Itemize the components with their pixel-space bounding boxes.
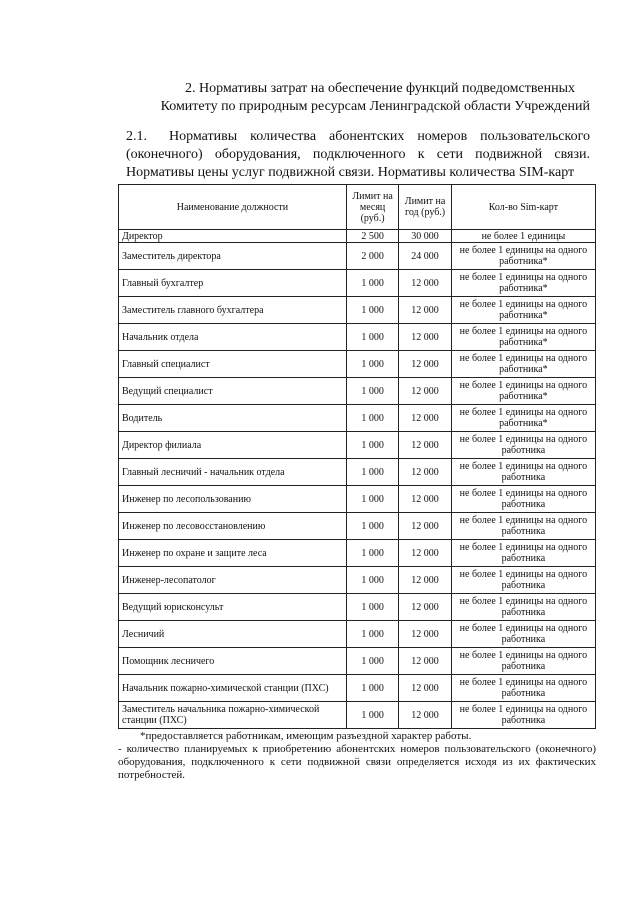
table-header-row [119, 185, 596, 230]
cell-yearly-limit: 12 000 [399, 621, 451, 648]
cell-sim-count: не более 1 единицы на одного работника [451, 513, 595, 540]
cell-monthly-limit: 1 000 [346, 270, 398, 297]
cell-sim-count: не более 1 единицы на одного работника [451, 675, 595, 702]
cell-sim-count: не более 1 единицы на одного работника* [451, 324, 595, 351]
cell-sim-count: не более 1 единицы на одного работника* [451, 297, 595, 324]
cell-yearly-limit: 12 000 [399, 702, 451, 729]
table-row [119, 270, 596, 297]
cell-sim-count: не более 1 единицы на одного работника* [451, 405, 595, 432]
table-row [119, 324, 596, 351]
table-row [119, 567, 596, 594]
table-row [119, 432, 596, 459]
cell-yearly-limit: 12 000 [399, 540, 451, 567]
table-row [119, 230, 596, 243]
cell-sim-count: не более 1 единицы на одного работника* [451, 351, 595, 378]
cell-yearly-limit: 12 000 [399, 513, 451, 540]
cell-sim-count: не более 1 единицы на одного работника [451, 621, 595, 648]
cell-position: Заместитель главного бухгалтера [119, 297, 347, 324]
cell-monthly-limit: 1 000 [346, 675, 398, 702]
footnote-star: *предоставляется работникам, имеющим разъездной характер работы. [140, 730, 472, 742]
cell-monthly-limit: 1 000 [346, 297, 398, 324]
table-row [119, 243, 596, 270]
table-row [119, 540, 596, 567]
cell-yearly-limit: 30 000 [399, 230, 451, 243]
cell-monthly-limit: 1 000 [346, 702, 398, 729]
cell-position: Ведущий юрисконсульт [119, 594, 347, 621]
cell-sim-count: не более 1 единицы на одного работника [451, 648, 595, 675]
cell-yearly-limit: 12 000 [399, 351, 451, 378]
cell-sim-count: не более 1 единицы на одного работника [451, 567, 595, 594]
cell-yearly-limit: 12 000 [399, 270, 451, 297]
cell-monthly-limit: 2 500 [346, 230, 398, 243]
footnote-note: - количество планируемых к приобретению абонентских номеров пользовательского (оконечного) оборудования, подключенного к сети подвижной связи определяется исходя из их фактических потребностей. [118, 743, 596, 781]
cell-monthly-limit: 1 000 [346, 513, 398, 540]
subsection-number: 2.1. [126, 129, 147, 144]
table-row [119, 297, 596, 324]
cell-position: Лесничий [119, 621, 347, 648]
cell-position: Директор [119, 230, 347, 243]
table-row [119, 594, 596, 621]
table-row [119, 486, 596, 513]
cell-position: Заместитель начальника пожарно-химической станции (ПХС) [119, 702, 347, 729]
cell-position: Помощник лесничего [119, 648, 347, 675]
cell-sim-count: не более 1 единицы на одного работника* [451, 270, 595, 297]
cell-position: Главный лесничий - начальник отдела [119, 459, 347, 486]
cell-yearly-limit: 12 000 [399, 594, 451, 621]
cell-monthly-limit: 1 000 [346, 648, 398, 675]
cell-position: Заместитель директора [119, 243, 347, 270]
table-row [119, 351, 596, 378]
cell-monthly-limit: 1 000 [346, 324, 398, 351]
cell-yearly-limit: 12 000 [399, 675, 451, 702]
cell-monthly-limit: 1 000 [346, 378, 398, 405]
cell-yearly-limit: 12 000 [399, 459, 451, 486]
cell-position: Инженер по лесопользованию [119, 486, 347, 513]
cell-yearly-limit: 24 000 [399, 243, 451, 270]
cell-monthly-limit: 1 000 [346, 567, 398, 594]
cell-monthly-limit: 1 000 [346, 621, 398, 648]
cell-yearly-limit: 12 000 [399, 432, 451, 459]
header-yearly-limit: Лимит на год (руб.) [399, 185, 451, 230]
cell-yearly-limit: 12 000 [399, 297, 451, 324]
cell-position: Начальник пожарно-химической станции (ПХС) [119, 675, 347, 702]
cell-yearly-limit: 12 000 [399, 405, 451, 432]
cell-sim-count: не более 1 единицы на одного работника [451, 540, 595, 567]
cell-position: Водитель [119, 405, 347, 432]
heading-line-1: 2. Нормативы затрат на обеспечение функций подведомственных [185, 81, 575, 96]
cell-monthly-limit: 2 000 [346, 243, 398, 270]
heading-line-2: Комитету по природным ресурсам Ленинградской области Учреждений [160, 99, 590, 114]
cell-sim-count: не более 1 единицы на одного работника [451, 486, 595, 513]
cell-monthly-limit: 1 000 [346, 405, 398, 432]
cell-sim-count: не более 1 единицы на одного работника [451, 432, 595, 459]
table-row [119, 621, 596, 648]
cell-sim-count: не более 1 единицы [451, 230, 595, 243]
cell-monthly-limit: 1 000 [346, 486, 398, 513]
table-row [119, 405, 596, 432]
table-row [119, 675, 596, 702]
table-row [119, 459, 596, 486]
table-row [119, 648, 596, 675]
cell-position: Инженер-лесопатолог [119, 567, 347, 594]
cell-sim-count: не более 1 единицы на одного работника* [451, 378, 595, 405]
cell-position: Инженер по охране и защите леса [119, 540, 347, 567]
cell-sim-count: не более 1 единицы на одного работника [451, 594, 595, 621]
cell-sim-count: не более 1 единицы на одного работника [451, 702, 595, 729]
cell-yearly-limit: 12 000 [399, 486, 451, 513]
cell-yearly-limit: 12 000 [399, 378, 451, 405]
cell-yearly-limit: 12 000 [399, 324, 451, 351]
cell-sim-count: не более 1 единицы на одного работника* [451, 243, 595, 270]
header-monthly-limit: Лимит на месяц (руб.) [346, 185, 398, 230]
footnotes [118, 730, 596, 782]
cell-position: Начальник отдела [119, 324, 347, 351]
norms-table [118, 184, 596, 729]
section-heading [150, 80, 590, 116]
table-row [119, 513, 596, 540]
cell-yearly-limit: 12 000 [399, 648, 451, 675]
cell-position: Главный бухгалтер [119, 270, 347, 297]
cell-monthly-limit: 1 000 [346, 594, 398, 621]
header-sim-count: Кол-во Sim-карт [451, 185, 595, 230]
cell-monthly-limit: 1 000 [346, 432, 398, 459]
table-body [119, 230, 596, 729]
subsection-text: Нормативы количества абонентских номеров пользовательского (оконечного) оборудования, подключенного к сети подвижной связи. Нормативы цены услуг подвижной связи. Нормативы количества SIM-карт [126, 129, 590, 180]
cell-position: Инженер по лесовосстановлению [119, 513, 347, 540]
cell-sim-count: не более 1 единицы на одного работника [451, 459, 595, 486]
cell-position: Ведущий специалист [119, 378, 347, 405]
subsection-intro [126, 128, 590, 182]
cell-yearly-limit: 12 000 [399, 567, 451, 594]
header-position: Наименование должности [119, 185, 347, 230]
table-row [119, 378, 596, 405]
cell-position: Директор филиала [119, 432, 347, 459]
table-row [119, 702, 596, 729]
cell-monthly-limit: 1 000 [346, 351, 398, 378]
cell-monthly-limit: 1 000 [346, 459, 398, 486]
cell-monthly-limit: 1 000 [346, 540, 398, 567]
cell-position: Главный специалист [119, 351, 347, 378]
